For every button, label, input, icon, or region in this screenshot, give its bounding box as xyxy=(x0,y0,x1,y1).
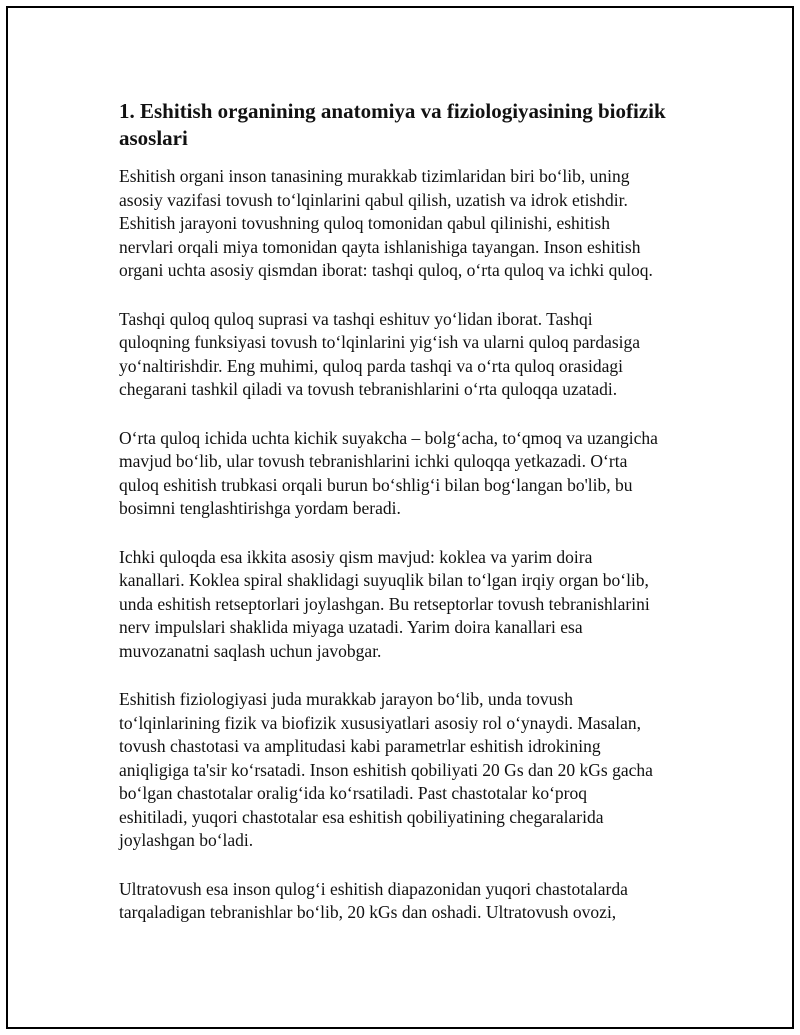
paragraph-line: nerv impulslari shaklida miyaga uzatadi. Yarim doira kanallari esa xyxy=(119,617,583,637)
paragraph-line: unda eshitish retseptorlari joylashgan. Bu retseptorlar tovush tebranishlarini xyxy=(119,593,650,614)
paragraph-hearing-physiology xyxy=(119,688,689,853)
paragraph-line: organi uchta asosiy qismdan iborat: tashqi quloq, o‘rta quloq va ichki quloq. xyxy=(119,260,653,280)
paragraph-line: quloq eshitish trubkasi orqali burun bo‘shlig‘i bilan bog‘langan bo'lib, bu xyxy=(119,474,633,495)
paragraph-line: mavjud bo‘lib, ular tovush tebranishlarini ichki quloqqa yetkazadi. O‘rta xyxy=(119,451,628,471)
paragraph-line: Ultratovush esa inson qulog‘i eshitish diapazonidan yuqori chastotalarda xyxy=(119,878,628,899)
document-page xyxy=(6,6,794,1029)
paragraph-line: Tashqi quloq quloq suprasi va tashqi eshituv yo‘lidan iborat. Tashqi xyxy=(119,308,593,329)
paragraph-line: tarqaladigan tebranishlar bo‘lib, 20 kGs dan oshadi. Ultratovush ovozi, xyxy=(119,902,617,922)
paragraph-line: bo‘lgan chastotalar oralig‘ida ko‘rsatiladi. Past chastotalar ko‘proq xyxy=(119,783,587,803)
heading-line: 1. Eshitish organining anatomiya va fiziologiyasining biofizik xyxy=(119,99,666,123)
paragraph-outer-ear xyxy=(119,308,689,402)
paragraph-line: yo‘naltirishdir. Eng muhimi, quloq parda tashqi va o‘rta quloq orasidagi xyxy=(119,355,624,376)
paragraph-line: Eshitish organi inson tanasining murakkab tizimlaridan biri bo‘lib, uning xyxy=(119,166,630,186)
paragraph-line: tovush chastotasi va amplitudasi kabi parametrlar eshitish idrokining xyxy=(119,736,601,756)
paragraph-line: O‘rta quloq ichida uchta kichik suyakcha – bolg‘acha, to‘qmoq va uzangicha xyxy=(119,427,658,448)
paragraph-middle-ear xyxy=(119,427,689,521)
paragraph-line: asosiy vazifasi tovush to‘lqinlarini qabul qilish, uzatish va idrok etishdir. xyxy=(119,189,628,210)
paragraph-ultrasound xyxy=(119,878,689,925)
paragraph-line: Ichki quloqda esa ikkita asosiy qism mavjud: koklea va yarim doira xyxy=(119,546,593,567)
paragraph-line: aniqligiga ta'sir ko‘rsatadi. Inson eshitish qobiliyati 20 Gs dan 20 kGs gacha xyxy=(119,759,653,780)
paragraph-ear-overview xyxy=(119,165,689,283)
paragraph-line: Eshitish fiziologiyasi juda murakkab jarayon bo‘lib, unda tovush xyxy=(119,689,573,709)
paragraph-line: kanallari. Koklea spiral shaklidagi suyuqlik bilan to‘lgan irqiy organ bo‘lib, xyxy=(119,570,649,590)
paragraph-line: bosimni tenglashtirishga yordam beradi. xyxy=(119,498,401,518)
paragraph-line: nervlari orqali miya tomonidan qayta ishlanishiga tayangan. Inson eshitish xyxy=(119,236,641,257)
paragraph-line: muvozanatni saqlash uchun javobgar. xyxy=(119,640,382,661)
document-content xyxy=(119,98,689,950)
paragraph-line: to‘lqinlarining fizik va biofizik xususiyatlari asosiy rol o‘ynaydi. Masalan, xyxy=(119,712,641,733)
section-heading xyxy=(119,98,689,152)
paragraph-line: quloqning funksiyasi tovush to‘lqinlarini yig‘ish va ularni quloq pardasiga xyxy=(119,332,641,352)
paragraph-line: Eshitish jarayoni tovushning quloq tomonidan qabul qilinishi, eshitish xyxy=(119,213,610,233)
paragraph-line: chegarani tashkil qiladi va tovush tebranishlarini o‘rta quloqqa uzatadi. xyxy=(119,379,618,399)
paragraph-inner-ear xyxy=(119,546,689,664)
paragraph-line: eshitiladi, yuqori chastotalar esa eshitish qobiliyatining chegaralarida xyxy=(119,806,604,827)
heading-line: asoslari xyxy=(119,126,188,150)
paragraph-line: joylashgan bo‘ladi. xyxy=(119,830,254,850)
